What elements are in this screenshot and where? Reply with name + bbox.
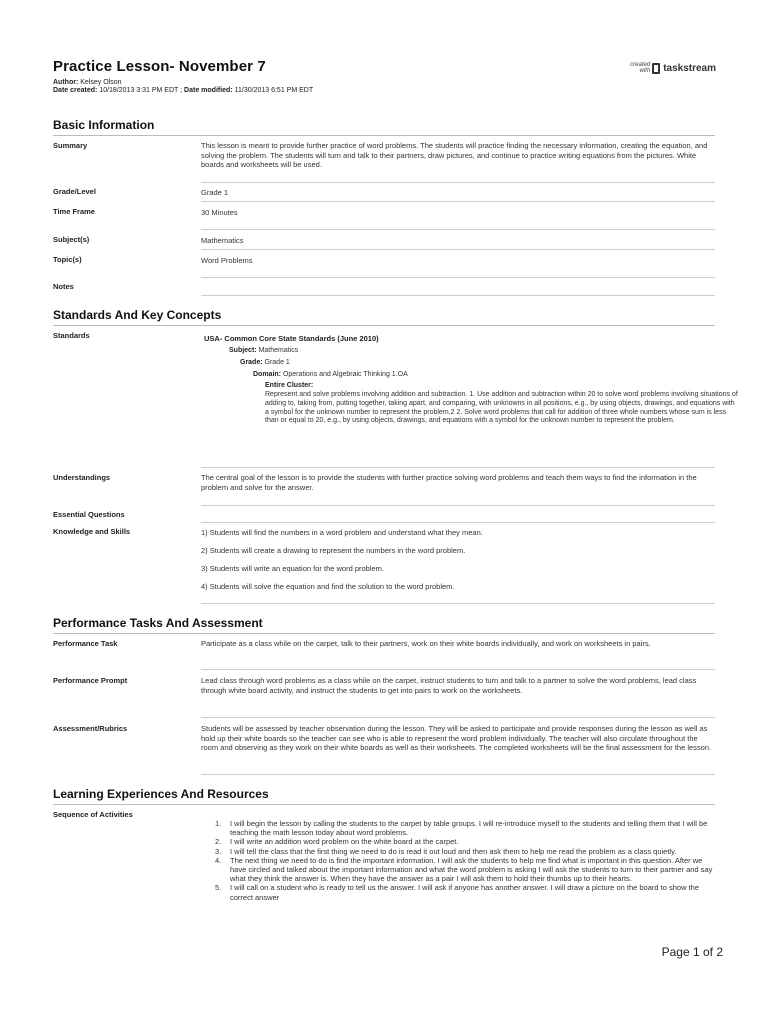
activity-number: 3. — [215, 846, 222, 856]
section-performance: Performance Tasks And Assessment — [53, 616, 263, 630]
sequence-label: Sequence of Activities — [53, 810, 133, 819]
author-label: Author: — [53, 79, 79, 86]
standard-domain-label: Domain: — [253, 371, 281, 378]
activity-text: I will write an addition word problem on the white board at the carpet. — [230, 837, 459, 847]
performance-prompt-value: Lead class through word problems as a class while on the carpet, instruct students to turn and talk to a partner to solve the word problems, lead class through white board activity, and instruct the students to get into pairs to work on the worksheets. — [201, 676, 697, 695]
field-divider — [201, 277, 715, 278]
performance-task-label: Performance Task — [53, 639, 118, 648]
knowledge-skills-label: Knowledge and Skills — [53, 527, 131, 536]
field-divider — [201, 182, 715, 183]
date-modified-value: 11/30/2013 6:51 PM EDT — [234, 87, 314, 94]
date-created-label: Date created: — [53, 87, 98, 94]
standards-label: Standards — [53, 331, 90, 340]
activity-item — [215, 847, 715, 856]
field-divider — [201, 522, 715, 523]
field-divider — [201, 467, 715, 468]
standard-grade-value: Grade 1 — [264, 359, 290, 366]
date-created-value: 10/18/2013 3:31 PM EDT — [99, 87, 179, 94]
field-divider — [201, 295, 715, 296]
activity-item — [215, 856, 715, 884]
date-modified-label: Date modified: — [184, 87, 233, 94]
field-divider — [201, 669, 715, 670]
dates-line — [53, 87, 313, 94]
section-divider — [53, 804, 715, 805]
standard-grade-label: Grade: — [240, 359, 263, 366]
notes-label: Notes — [53, 282, 74, 291]
assessment-value: Students will be assessed by teacher observation during the lesson. They will be asked to participate and provide responses during the lesson as well as hold up their white boards so the teacher can see who is able to represent the word problem individually. The teacher will also circulate throughout the room and observing as they work on their white boards as well as their worksheets. The completed worksheets will be the final assessment for the lesson. — [201, 724, 712, 752]
activity-item — [215, 883, 715, 901]
standard-domain-value: Operations and Algebraic Thinking 1.OA — [282, 371, 408, 378]
knowledge-skill-item: 3) Students will write an equation for the word problem. — [201, 564, 385, 573]
activity-text: I will tell the class that the first thing we need to do is read it out loud and then ask them to help me read the problem as a class quietly. — [230, 846, 677, 856]
author-value: Kelsey Olson — [80, 79, 122, 86]
taskstream-icon — [652, 63, 660, 74]
activity-list — [215, 819, 715, 902]
grade-label: Grade/Level — [53, 187, 96, 196]
topics-value: Word Problems — [201, 256, 253, 265]
activity-number: 4. — [215, 855, 222, 865]
activity-number: 2. — [215, 837, 222, 847]
section-divider — [53, 135, 715, 136]
cluster-text: Represent and solve problems involving addition and subtraction. 1. Use addition and subtraction within 20 to solve word problems involving situations of adding to, taking from, putting together, taking apart, and comparing, with unknowns in all positions, e.g., by using objects, drawings, and equations with a symbol for the unknown number to represent the problem.2 2. Solve word problems that call for addition of three whole numbers whose sum is less than or equal to 20, e.g., by using objects, drawings, and equations with a symbol for the unknown number to represent the problem. — [265, 391, 738, 425]
activity-text: I will call on a student who is ready to tell us the answer. I will ask if anyone has another answer. I will draw a picture on the board to show the correct answer — [230, 883, 699, 902]
performance-task-value: Participate as a class while on the carpet, talk to their partners, work on their white boards individually, and work on worksheets in pairs. — [201, 639, 651, 648]
subjects-label: Subject(s) — [53, 235, 90, 244]
activity-number: 5. — [215, 883, 222, 893]
knowledge-skill-item: 4) Students will solve the equation and find the solution to the word problem. — [201, 582, 455, 591]
logo-created-text: created — [630, 62, 651, 68]
field-divider — [201, 717, 715, 718]
activity-text: I will begin the lesson by calling the students to the carpet by table groups. I will re-introduce myself to the students and telling them that I will be teaching the math lesson today about word problems. — [230, 819, 708, 838]
field-divider — [201, 249, 715, 250]
standard-subject — [229, 347, 298, 354]
section-standards: Standards And Key Concepts — [53, 308, 222, 322]
understandings-label: Understandings — [53, 473, 111, 482]
field-divider — [201, 229, 715, 230]
cluster-label: Entire Cluster: — [265, 382, 314, 389]
field-divider — [201, 603, 715, 604]
date-separator: ; — [180, 87, 183, 94]
performance-prompt-label: Performance Prompt — [53, 676, 128, 685]
author-line — [53, 79, 121, 86]
section-learning: Learning Experiences And Resources — [53, 787, 269, 801]
activity-number: 1. — [215, 819, 222, 828]
standard-grade — [240, 359, 290, 366]
logo-name: taskstream — [663, 62, 716, 74]
subjects-value: Mathematics — [201, 236, 244, 245]
time-frame-value: 30 Minutes — [201, 208, 238, 217]
logo-with-text: with — [639, 68, 651, 74]
field-divider — [201, 774, 715, 775]
page-title: Practice Lesson- November 7 — [53, 58, 266, 75]
standard-subject-value: Mathematics — [258, 347, 299, 354]
section-divider — [53, 633, 715, 634]
field-divider — [201, 201, 715, 202]
time-frame-label: Time Frame — [53, 207, 95, 216]
assessment-label: Assessment/Rubrics — [53, 724, 128, 733]
field-divider — [201, 505, 715, 506]
section-basic-information: Basic Information — [53, 118, 155, 132]
activity-text: The next thing we need to do is find the important information. I will ask the students to help me find what is important in this question. After we have circled and talked about the important information and what the word problem is asking I will ask the students to turn to their partner and say what they think the answer is. When they have the answer as a pair I will ask them to hold their thumbs up to their hearts. — [230, 855, 713, 884]
summary-label: Summary — [53, 141, 88, 150]
topics-label: Topic(s) — [53, 255, 82, 264]
activity-item — [215, 819, 715, 837]
standard-domain — [253, 371, 408, 378]
knowledge-skill-item: 1) Students will find the numbers in a word problem and understand what they mean. — [201, 528, 483, 537]
essential-questions-label: Essential Questions — [53, 510, 125, 519]
taskstream-logo — [630, 62, 716, 74]
page-number: Page 1 of 2 — [661, 945, 723, 959]
section-divider — [53, 325, 715, 326]
understandings-value: The central goal of the lesson is to provide the students with further practice solving word problems and teach them ways to find the information in the problem and solve for the answer. — [201, 473, 697, 492]
summary-value: This lesson is meant to provide further practice of word problems. The students will practice finding the necessary information, creating the equation, and solving the problem. The students will turn and talk to their partners, draw pictures, and continue to practice writing equations from the pictures. White boards and worksheets will be used. — [201, 141, 708, 169]
standard-title: USA- Common Core State Standards (June 2010) — [204, 334, 379, 343]
knowledge-skill-item: 2) Students will create a drawing to represent the numbers in the word problem. — [201, 546, 466, 555]
grade-value: Grade 1 — [201, 188, 229, 197]
logo-created-with — [630, 62, 650, 74]
activity-item — [215, 837, 715, 846]
standard-subject-label: Subject: — [229, 347, 257, 354]
